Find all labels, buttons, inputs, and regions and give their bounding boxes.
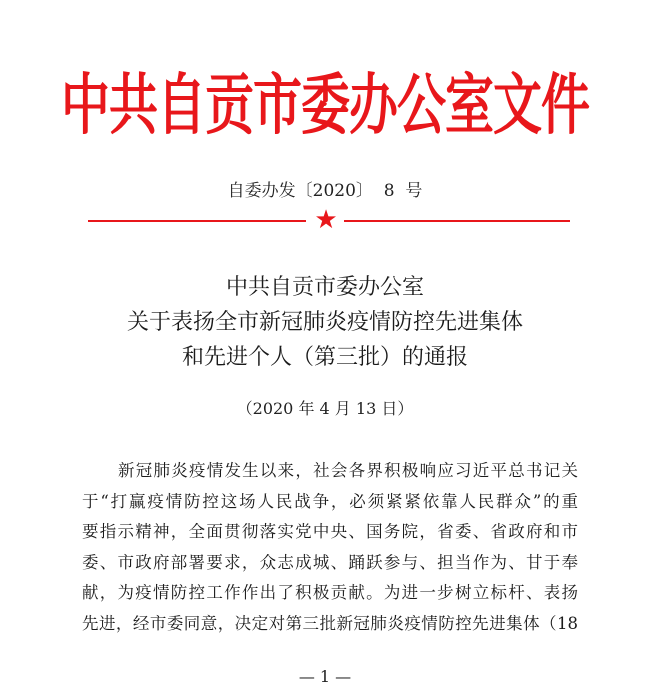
body-line: 委、市政府部署要求，众志成城、踊跃参与、担当作为、甘于奉 — [82, 552, 578, 572]
body-line: 要指示精神，全面贯彻落实党中央、国务院，省委、省政府和市 — [82, 522, 578, 542]
notice-title-line: 关于表扬全市新冠肺炎疫情防控先进集体 — [126, 310, 523, 335]
notice-title — [0, 270, 650, 375]
notice-title-line: 中共自贡市委办公室 — [225, 275, 424, 300]
document-header-title: 中共自贡市委办公室文件 — [60, 66, 589, 144]
body-line: 新冠肺炎疫情发生以来，社会各界积极响应习近平总书记关 — [118, 461, 578, 480]
notice-date: （2020 年 4 月 13 日） — [236, 399, 414, 418]
star-icon: ★ — [314, 205, 338, 235]
body-paragraph — [82, 456, 578, 640]
body-line: 先进，经市委同意，决定对第三批新冠肺炎疫情防控先进集体（18 — [82, 613, 578, 633]
body-line: 献，为疫情防控工作作出了积极贡献。为进一步树立标杆、表扬 — [82, 583, 578, 603]
notice-title-line: 和先进个人（第三批）的通报 — [181, 345, 468, 370]
document-number: 自委办发〔2020〕 8 号 — [227, 181, 423, 201]
body-line: 于“打赢疫情防控这场人民战争，必须紧紧依靠人民群众”的重 — [82, 491, 578, 511]
page-number: — 1 — — [298, 667, 352, 686]
header-divider-right — [344, 220, 570, 222]
header-divider-left — [88, 220, 306, 222]
